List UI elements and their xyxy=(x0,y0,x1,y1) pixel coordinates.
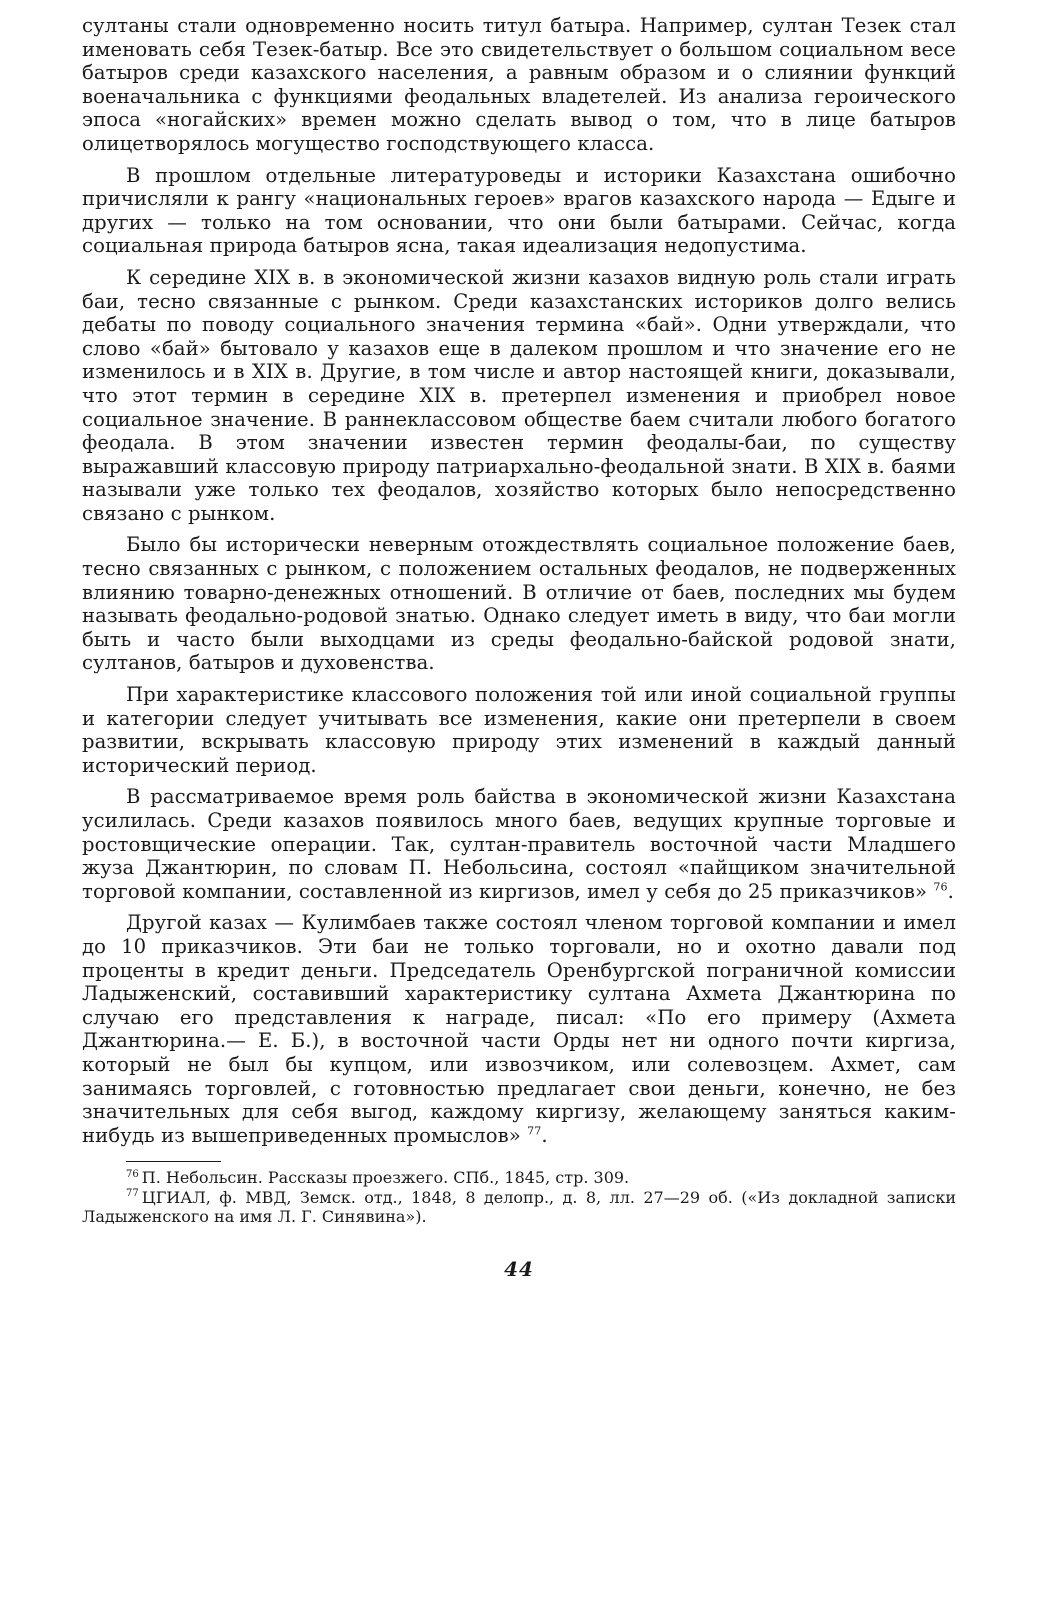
paragraph-3-text: К середине XIX в. в экономической жизни казахов видную роль стали играть баи, тесно связанные с рынком. Среди казахстанских историков долго велись дебаты по поводу социального значения термина «бай». Одни утверждали, что слово «бай» бытовало у казахов еще в далеком прошлом и что значение его не изменилось и в XIX в. Другие, в том числе и автор настоящей книги, доказывали, что этот термин в середине XIX в. претерпел изменения и приобрел новое социальное значение. В раннеклассовом обществе баем считали любого богатого феодала. В этом значении известен термин феодалы-баи, по существу выражавший классовую природу патриархально-феодальной знати. В XIX в. баями называли уже только тех феодалов, хозяйство которых было непосредственно связано с рынком. xyxy=(82,265,956,525)
paragraph-2 xyxy=(82,164,956,258)
footnote-divider xyxy=(126,1161,221,1162)
footnote-76-text: П. Небольсин. Рассказы проезжего. СПб., 1845, стр. 309. xyxy=(141,1168,630,1188)
paragraph-6-end: . xyxy=(947,879,954,903)
footnote-77-number: 77 xyxy=(126,1188,139,1200)
footnote-77-text: ЦГИАЛ, ф. МВД, Земск. отд., 1848, 8 делопр., д. 8, лл. 27—29 об. («Из докладной записки Ладыженского на имя Л. Г. Синявина»). xyxy=(82,1187,956,1227)
page-number: 44 xyxy=(504,1256,534,1281)
footnote-77 xyxy=(82,1188,956,1227)
paragraph-7-end: . xyxy=(541,1123,548,1147)
paragraph-2-text: В прошлом отдельные литературоведы и историки Казахстана ошибочно причисляли к рангу «национальных героев» врагов казахского народа — Едыге и других — только на том основании, что они были батырами. Сейчас, когда социальная природа батыров ясна, такая идеализация недопустима. xyxy=(82,163,956,258)
paragraph-3 xyxy=(82,266,956,526)
footnote-76 xyxy=(82,1168,956,1187)
footnote-ref-76[interactable]: 76 xyxy=(933,880,948,894)
paragraph-6-text: В рассматриваемое время роль байства в экономической жизни Казахстана усилилась. Среди казахов появилось много баев, ведущих крупные торговые и ростовщические операции. Так, султан-правитель восточной части Младшего жуза Джантюрин, по словам П. Небольсина, состоял «пайщиком значительной торговой компании, составленной из киргизов, имел у себя до 25 приказчиков» xyxy=(82,785,956,903)
paragraph-4 xyxy=(82,533,956,675)
paragraph-1-text: султаны стали одновременно носить титул батыра. Например, султан Тезек стал именовать себя Тезек-батыр. Все это свидетельствует о большом социальном весе батыров среди казахского населения, а равным образом и о слиянии функций военачальника с функциями феодальных владетелей. Из анализа героического эпоса «ногайских» времен можно сделать вывод о том, что в лице батыров олицетворялось могущество господствующего класса. xyxy=(82,14,956,155)
paragraph-6 xyxy=(82,785,956,903)
paragraph-5 xyxy=(82,683,956,777)
footnote-ref-77[interactable]: 77 xyxy=(527,1124,542,1138)
paragraph-4-text: Было бы исторически неверным отождествлять социальное положение баев, тесно связанных с рынком, с положением остальных феодалов, не подверженных влиянию товарно-денежных отношений. В отличие от баев, последних мы будем называть феодально-родовой знатью. Однако следует иметь в виду, что баи могли быть и часто были выходцами из среды феодально-байской родовой знати, султанов, батыров и духовенства. xyxy=(82,533,956,675)
paragraph-1 xyxy=(82,14,956,156)
paragraph-5-text: При характеристике классового положения той или иной социальной группы и категории следует учитывать все изменения, какие они претерпели в своем развитии, вскрывать классовую природу этих изменений в каждый данный исторический период. xyxy=(82,683,956,777)
footnote-76-number: 76 xyxy=(126,1168,139,1180)
paragraph-7-text: Другой казах — Кулимбаев также состоял членом торговой компании и имел до 10 приказчиков. Эти баи не только торговали, но и охотно давали под проценты в кредит деньги. Председатель Оренбургской пограничной комиссии Ладыженский, составивший характеристику султана Ахмета Джантюрина по случаю его представления к награде, писал: «По его примеру (Ахмета Джантюрина.— Е. Б.), в восточной части Орды нет ни одного почти киргиза, который не был бы купцом, или извозчиком, или солевозцем. Ахмет, сам занимаясь торговлей, с готовностью предлагает свои деньги, конечно, не без значительных для себя выгод, каждому киргизу, желающему заняться каким-нибудь из вышеприведенных промыслов» xyxy=(82,911,956,1147)
paragraph-7 xyxy=(82,911,956,1147)
